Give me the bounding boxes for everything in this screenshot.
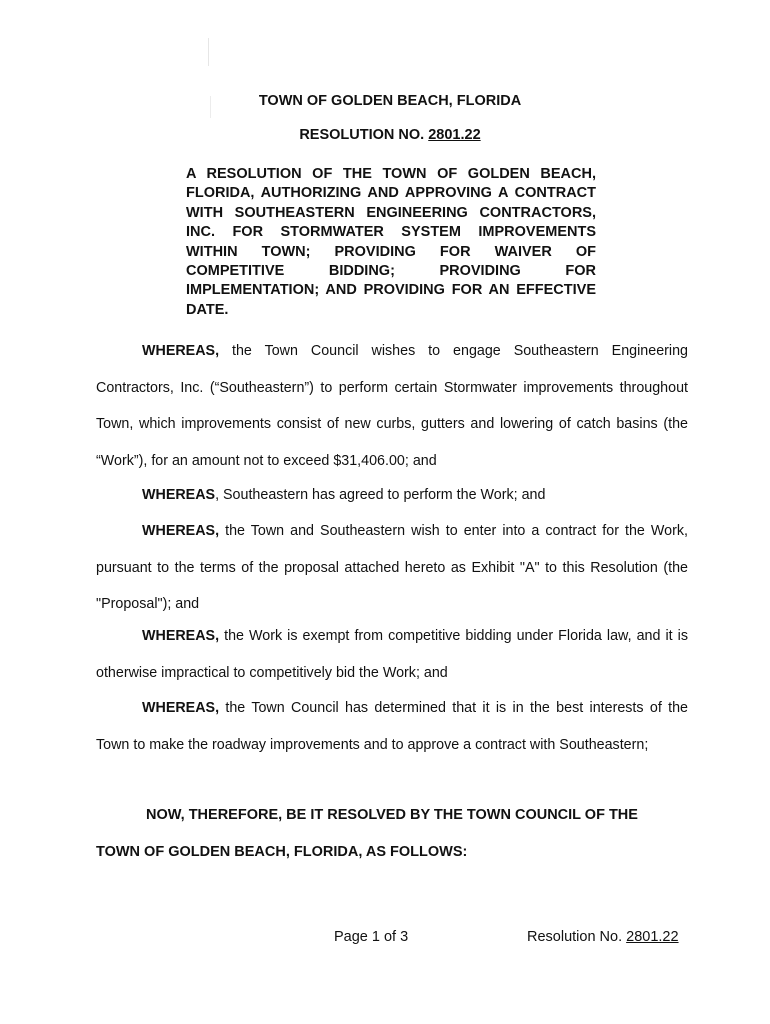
whereas-text: the Work is exempt from competitive bidding under Florida law, and it is otherwise impractical to competitively bid the Work; and [96,628,688,681]
whereas-lead: WHEREAS, [142,628,220,644]
whereas-lead: WHEREAS [142,487,216,503]
whereas-lead: WHEREAS, [142,700,220,716]
page-number: Page 1 of 3 [334,929,409,945]
whereas-lead: WHEREAS, [142,343,220,359]
resolved-clause [96,797,688,870]
whereas-paragraph [96,477,688,514]
whereas-paragraph [96,690,688,763]
whereas-paragraph [96,333,688,479]
whereas-paragraph [96,513,688,623]
resolution-number: 2801.22 [428,127,481,143]
whereas-text: the Town Council has determined that it is in the best interests of the Town to make the roadway improvements and to approve a contract with Southeastern; [96,700,688,753]
resolution-summary: A RESOLUTION OF THE TOWN OF GOLDEN BEACH, FLORIDA, AUTHORIZING AND APPROVING A CONTRACT WITH SOUTHEASTERN ENGINEERING CONTRACTORS, INC. FOR STORMWATER SYSTEM IMPROVEMENTS WITHIN TOWN; PROVIDING FOR WAIVER OF COMPETITIVE BIDDING; PROVIDING FOR IMPLEMENTATION; AND PROVIDING FOR AN EFFECTIVE DATE. [186,166,596,318]
footer-resolution [527,929,679,945]
footer-resolution-label: Resolution No. [527,929,623,945]
whereas-text: , Southeastern has agreed to perform the Work; and [215,487,546,503]
footer-resolution-number: 2801.22 [626,929,679,945]
resolution-heading [5,127,770,143]
whereas-lead: WHEREAS, [142,523,220,539]
whereas-text: the Town and Southeastern wish to enter into a contract for the Work, pursuant to the terms of the proposal attached hereto as Exhibit "A" to this Resolution (the "Proposal"); and [96,523,688,612]
town-title: TOWN OF GOLDEN BEACH, FLORIDA [258,93,522,109]
scan-artifact [208,38,209,66]
resolved-line-2: TOWN OF GOLDEN BEACH, FLORIDA, AS FOLLOWS: [96,843,468,860]
resolution-label: RESOLUTION NO. [299,127,425,143]
whereas-paragraph [96,618,688,691]
resolved-line-1: NOW, THEREFORE, BE IT RESOLVED BY THE TOWN COUNCIL OF THE [146,807,638,823]
whereas-text: the Town Council wishes to engage Southeastern Engineering Contractors, Inc. (“Southeastern”) to perform certain Stormwater improvements throughout Town, which improvements consist of new curbs, gutters and lowering of catch basins (the “Work”), for an amount not to exceed $31,406.00; and [96,343,688,469]
